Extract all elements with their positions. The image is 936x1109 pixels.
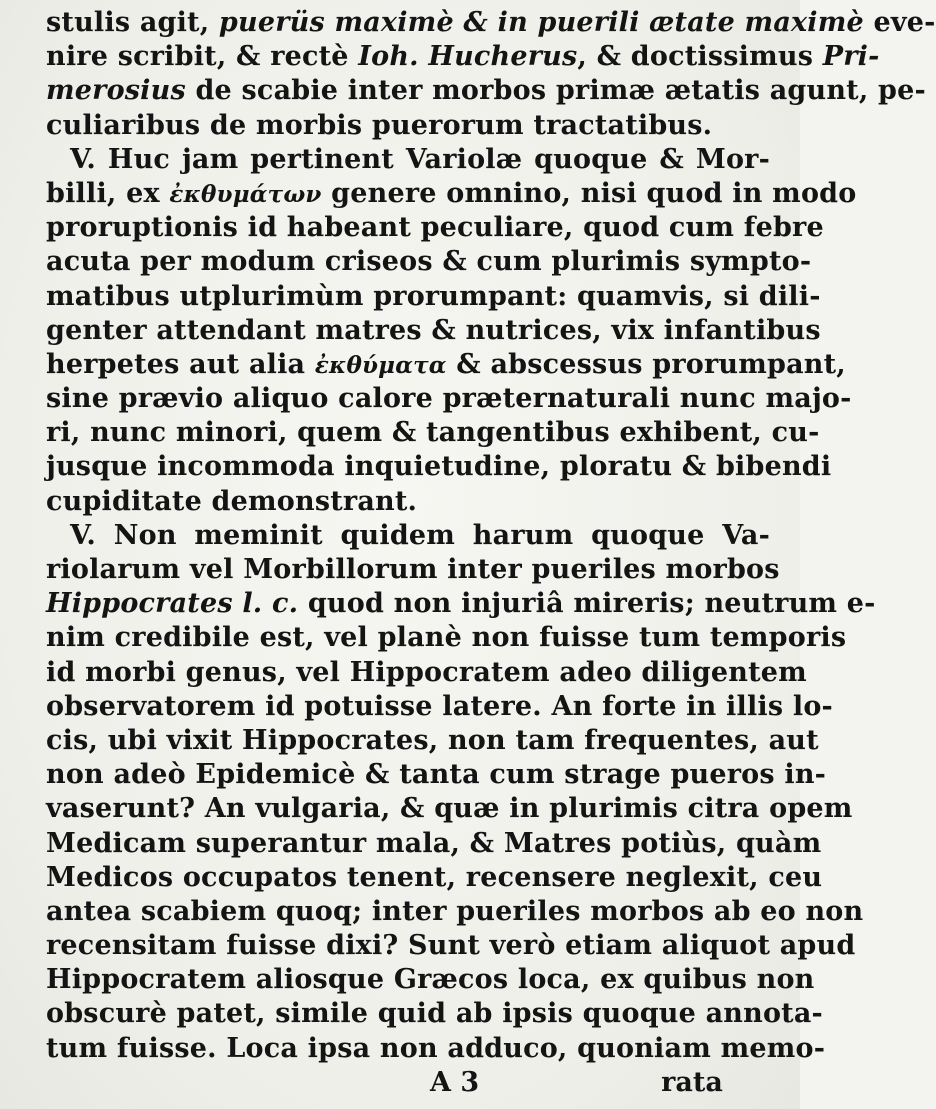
text-line: cis, ubi vixit Hippocrates, non tam frequentes, aut (46, 724, 819, 756)
text-line: recensitam fuisse dixi? Sunt verò etiam aliquot apud (46, 930, 856, 962)
text-line: antea scabiem quoq; inter pueriles morbos ab eo non (46, 895, 864, 927)
latin-text-body (46, 6, 936, 1100)
text-line: Hippocratem aliosque Græcos loca, ex quibus non (46, 964, 815, 996)
text-line: cupiditate demonstrant. (46, 485, 418, 517)
text-line: Medicam superantur mala, & Matres potiùs, quàm (46, 827, 822, 859)
paragraph-start: V. Non meminit quidem harum quoque Va- (70, 519, 770, 551)
text-line: sine prævio aliquo calore præternaturali nunc majo- (46, 383, 852, 415)
text-line: vaserunt? An vulgaria, & quæ in plurimis citra opem (46, 793, 853, 825)
paragraph-start: V. Huc jam pertinent Variolæ quoque & Mor- (70, 143, 770, 175)
text-line: id morbi genus, vel Hippocratem adeo diligentem (46, 656, 807, 688)
page-footer (46, 1066, 770, 1100)
text-line: herpetes aut alia ἐκθύματα & abscessus prorumpant, (46, 348, 846, 380)
text-line: acuta per modum criseos & cum plurimis sympto- (46, 246, 812, 278)
text-line: matibus utplurimùm prorumpant: quamvis, si dili- (46, 280, 821, 312)
text-line: stulis agit, puerüs maximè & in puerili ætate maximè eve- (46, 7, 936, 38)
text-line: nim credibile est, vel planè non fuisse tum temporis (46, 622, 847, 654)
text-line: nire scribit, & rectè Ioh. Hucherus, & doctissimus Pri- (46, 41, 880, 73)
text-line: billi, ex ἐκθυμάτων genere omnino, nisi quod in modo (46, 177, 857, 209)
text-line: Medicos occupatos tenent, recensere neglexit, ceu (46, 861, 823, 893)
text-line: tum fuisse. Loca ipsa non adduco, quoniam memo- (46, 1032, 826, 1064)
text-line: observatorem id potuisse latere. An forte in illis lo- (46, 690, 833, 722)
text-line: non adeò Epidemicè & tanta cum strage pueros in- (46, 759, 827, 791)
text-line: Hippocrates l. c. quod non injuriâ mireris; neutrum e- (46, 588, 876, 620)
text-line: riolarum vel Morbillorum inter pueriles morbos (46, 554, 780, 585)
catchword: rata (661, 1066, 723, 1098)
text-line: proruptionis id habeant peculiare, quod cum febre (46, 212, 824, 244)
text-line: merosius de scabie inter morbos primæ ætatis agunt, pe- (46, 75, 926, 107)
text-line: ri, nunc minori, quem & tangentibus exhibent, cu- (46, 417, 820, 449)
text-line: obscurè patet, simile quid ab ipsis quoque annota- (46, 998, 823, 1030)
text-line: jusque incommoda inquietudine, ploratu & bibendi (46, 451, 832, 483)
text-line: genter attendant matres & nutrices, vix infantibus (46, 314, 821, 346)
signature-mark: A 3 (430, 1066, 480, 1098)
text-line: culiaribus de morbis puerorum tractatibus. (46, 109, 713, 141)
